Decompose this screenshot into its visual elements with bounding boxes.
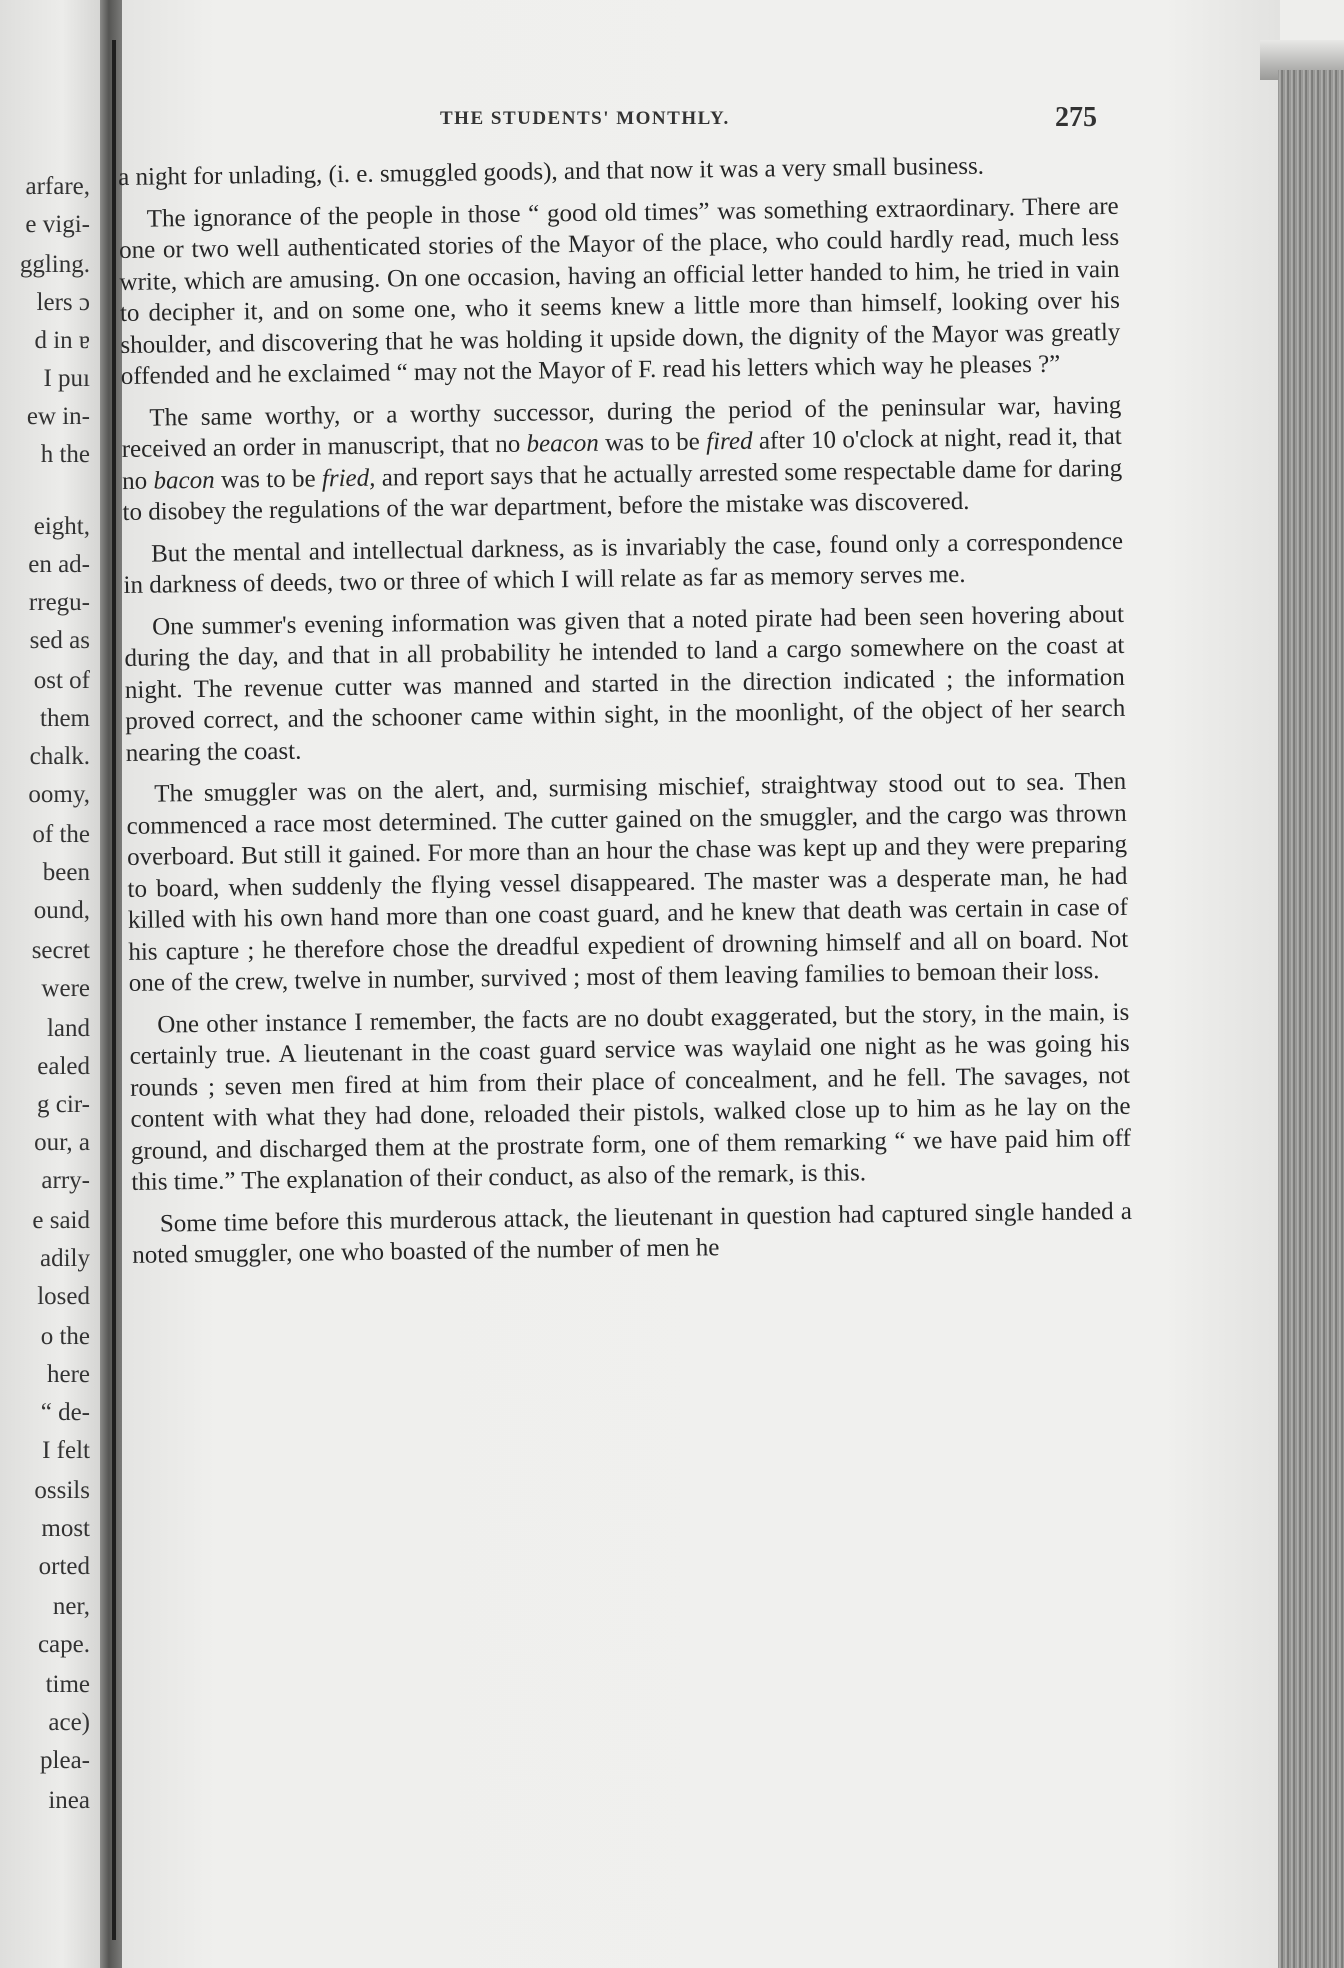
left-page-line-fragment: adily — [40, 1245, 90, 1272]
book-gutter — [100, 0, 122, 1968]
paragraph: One summer's evening information was given that a noted pirate had been seen hovering about during the day, and that in all probability he intended to land a cargo somewhere on the coast at night. The revenue cutter was manned and started in the direction indicated ; the information proved correct, and the schooner came within sight, in the moonlight, of the object of her search nearing the coast. — [124, 600, 1126, 767]
left-facing-page — [0, 0, 104, 1968]
left-page-line-fragment: d in ɐ — [34, 327, 90, 354]
italic-word: fried, — [321, 464, 376, 492]
left-page-line-fragment: inea — [48, 1787, 90, 1814]
left-page-line-fragment: rregu- — [28, 589, 90, 616]
left-page-line-fragment: ace) — [48, 1709, 90, 1736]
left-page-line-fragment: g cir- — [37, 1091, 90, 1118]
paragraph: a night for unlading, (i. e. smuggled goods), and that now it was a very small business. — [118, 152, 985, 191]
left-page-line-fragment: ound, — [33, 897, 90, 924]
italic-word: fired — [706, 427, 753, 456]
left-page-line-fragment: been — [42, 859, 90, 886]
left-page-line-fragment: losed — [37, 1283, 90, 1310]
left-page-line-fragment: our, a — [34, 1129, 90, 1156]
left-page-line-fragment: of the — [32, 821, 90, 848]
left-page-line-fragment: plea- — [40, 1747, 90, 1774]
text-run: was to be — [598, 428, 707, 457]
left-page-line-fragment: “ de- — [40, 1399, 90, 1426]
left-page-line-fragment: I puı — [43, 365, 90, 392]
left-page-line-fragment: them — [40, 705, 90, 732]
left-page-line-fragment: most — [41, 1515, 90, 1542]
running-head: THE STUDENTS' MONTHLY. — [440, 108, 730, 129]
left-page-line-fragment: ner, — [52, 1593, 90, 1620]
left-page-line-fragment: land — [46, 1015, 90, 1042]
left-page-line-fragment: ew in- — [26, 403, 90, 430]
left-page-line-fragment: orted — [38, 1553, 90, 1580]
italic-word: beacon — [526, 429, 599, 458]
text-run: and report says that he actually arrested some respectable dame for daring to disobey the regulations of the war department, before the mistake was discovered. — [122, 454, 1123, 526]
left-page-line-fragment: eight, — [33, 513, 90, 540]
left-page-line-fragment: were — [41, 975, 90, 1002]
left-page-line-fragment: e said — [32, 1207, 90, 1234]
text-run: The same worthy, or a worthy successor, during the period of the peninsular war, having received an order in manuscript, that no — [121, 391, 1122, 463]
left-page-line-fragment: oomy, — [28, 781, 90, 808]
article-body — [118, 149, 1133, 1281]
left-page-line-fragment: arfare, — [25, 173, 90, 200]
text-run: was to be — [214, 464, 323, 494]
page-header — [440, 102, 1120, 144]
left-page-line-fragment: secret — [31, 937, 90, 964]
paragraph: One other instance I remember, the facts are no doubt exaggerated, but the story, in the main, is certainly true. A lieutenant in the coast guard service was waylaid one night as he was going his rounds ; seven men fired at him from their place of concealment, and he fell. The savages, not content with what they had done, reloaded their pistols, walked close up to him as he lay on the ground, and discharged them at the prostrate form, one of them remarking “ we have paid him off this time.” The explanation of their conduct, as also of the remark, is this. — [129, 998, 1132, 1196]
left-page-line-fragment: h the — [40, 441, 90, 468]
left-page-line-fragment: o the — [40, 1323, 90, 1350]
left-page-line-fragment: ost of — [33, 667, 90, 694]
left-page-line-fragment: sed as — [29, 627, 90, 654]
text-run: after 10 o'clock at night, read it, that no — [121, 422, 1122, 495]
left-page-line-fragment: en ad- — [28, 551, 90, 578]
left-page-line-fragment: e vigi- — [25, 211, 90, 238]
left-page-line-fragment: ggling. — [19, 251, 90, 278]
left-page-line-fragment: lers ɔ — [36, 289, 90, 316]
left-page-line-fragment: chalk. — [29, 743, 90, 770]
left-page-line-fragment: ealed — [37, 1053, 90, 1080]
left-page-line-fragment: arry- — [41, 1167, 90, 1194]
paragraph: The ignorance of the people in those “ good old times” was something extraordinary. There are one or two well authenticated stories of the Mayor of the place, who could hardly read, much less write, which are amusing. On one occasion, having an official letter handed to him, he tried in vain to decipher it, and on some one, who it seems knew a little more than himself, looking over his shoulder, and discovering that he was holding it upside down, the dignity of the Mayor was greatly offended and he exclaimed “ may not the Mayor of F. read his letters which way he pleases ?” — [118, 192, 1121, 390]
left-page-line-fragment: here — [46, 1361, 90, 1388]
paragraph: The smuggler was on the alert, and, surmising mischief, straightway stood out to sea. Then commenced a race most determined. The cutter gained on the smuggler, and the cargo was thrown overboard. But still it gained. For more than an hour the chase was kept up and they were preparing to board, when suddenly the flying vessel disappeared. The master was a desperate man, he had killed with his own hand more than one coast guard, and he knew that death was certain in case of his capture ; he therefore chose the dreadful expedient of drowning himself and all on board. Not one of the crew, twelve in number, survived ; most of them leaving families to bemoan their loss. — [126, 767, 1129, 997]
left-page-line-fragment: time — [45, 1671, 90, 1698]
left-page-line-fragment: ossils — [34, 1477, 90, 1504]
page-edges — [1278, 70, 1344, 1968]
gutter-shadow-line — [112, 40, 116, 1940]
page-number: 275 — [1055, 102, 1097, 133]
paragraph — [121, 389, 1123, 528]
paragraph: But the mental and intellectual darkness, as is invariably the case, found only a correspondence in darkness of deeds, two or three of which I will relate as far as memory serves me. — [123, 527, 1124, 599]
paragraph: Some time before this murderous attack, the lieutenant in question had captured single handed a noted smuggler, one who boasted of the number of men he — [132, 1197, 1132, 1269]
left-page-line-fragment: I felt — [42, 1437, 90, 1464]
left-page-line-fragment: cape. — [37, 1631, 90, 1658]
italic-word: bacon — [153, 466, 215, 495]
